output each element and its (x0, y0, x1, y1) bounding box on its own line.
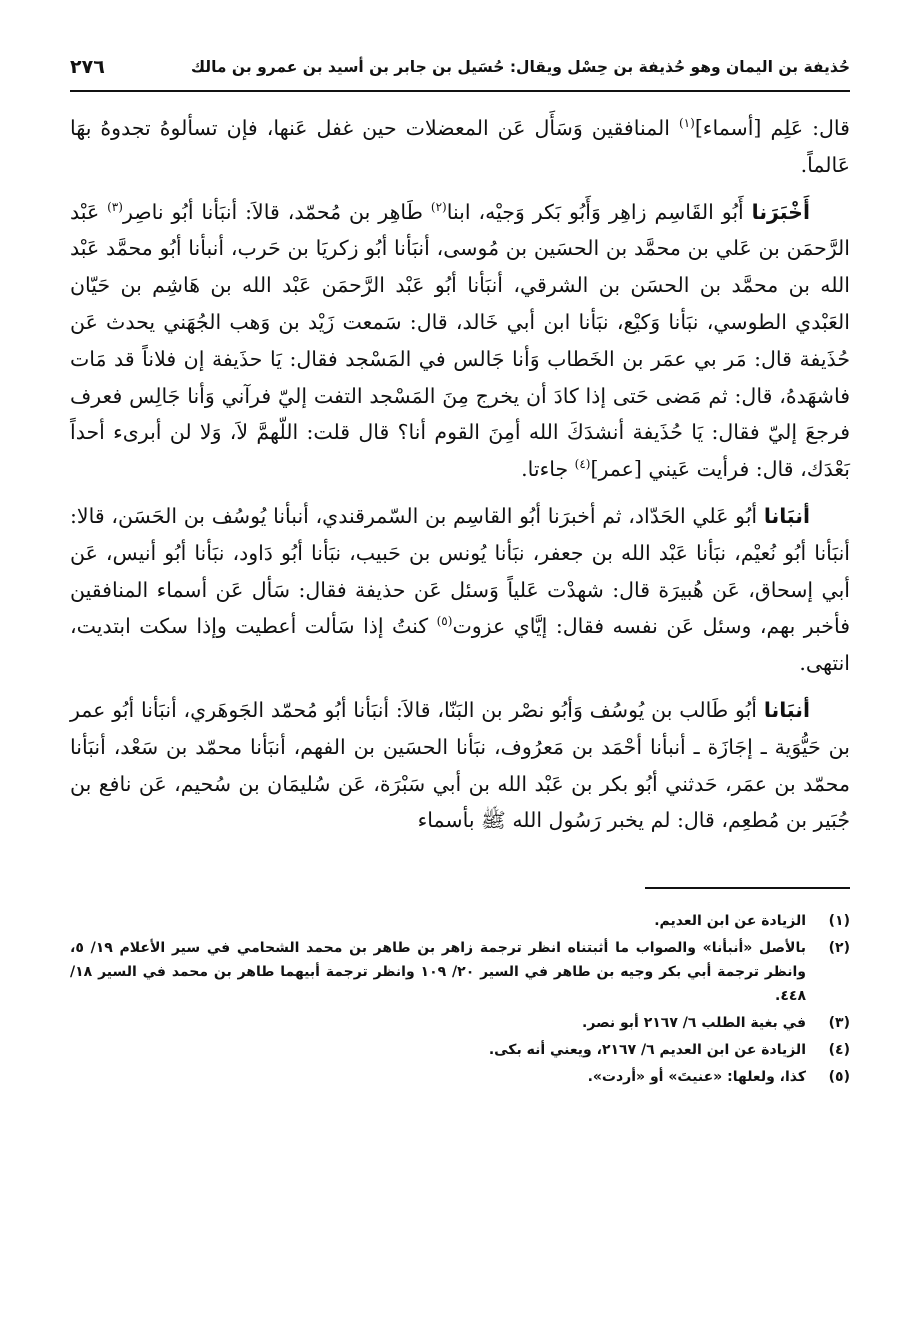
footnote-ref-2: (٢) (430, 199, 447, 214)
book-page (70, 50, 850, 1290)
footnote-number: (٥) (828, 1069, 850, 1086)
footnote-divider (645, 887, 850, 889)
footnote-number: (١) (828, 913, 850, 930)
footnote-5 (70, 1065, 850, 1089)
paragraph-4: أنبَانا أبُو طَالب بن يُوسُف وَأبُو نصْر بن البَنّا، قالاَ: أنبَأنا أبُو مُحمّد الجَوهَري، أنبَأنا أبُو عمر بن حَيُّوَية ـ إجَازَة ـ أنبأنا أحْمَد بن مَعرُوف، نبَأنا الحسَين بن الفهم، أنبَأنا محمّد بن سَعْد، أنبَأنا محمّد بن عمَر، حَدثني أبُو بكر بن عَبْد الله بن أبي سَبْرَة، عَن سُليمَان بن سُحيم، عَن نافع بن جُبَير بن مُطعِم، قال: لم يخبر رَسُول الله ﷺ بأسماء (70, 697, 850, 833)
footnote-text: الزيادة عن ابن العديم. (654, 913, 806, 930)
footnote-ref-4: (٤) (574, 457, 591, 472)
page-number: ٢٧٦ (70, 56, 105, 78)
footnotes (70, 909, 850, 1089)
paragraph-lead-word: أنبَانا (763, 697, 810, 722)
footnote-number: (٣) (828, 1015, 850, 1032)
paragraph-2: أَخْبَرَنا أَبُو القَاسِم زاهِر وَأَبُو بَكر وَجيْه، ابنا$^{(٢)}$ طَاهِر بن مُحمّد، قالاَ: أنبَأنا أبُو ناصِر$^{(٣)}$ عَبْد الرَّحمَن بن عَلي بن محمَّد بن الحسَين بن مُوسى، أنبَأنا أبُو زكريَا بن حَرب، أنبأنا أبُو محمَّد عَبْد الله بن محمَّد بن الحسَن بن الشرقي، أنبَأنا أبُو عَبْد الرَّحمَن عَبْد الله بن هَاشِم بن حَيّان العَبْدي الطوسي، نبَأنا وَكيْع، نبَأنا ابن أبي خَالد، قال: سَمعت زَيْد بن وَهب الجُهَني يحدث عَن حُذَيفة قال: مَر بي عمَر بن الخَطاب وَأنا جَالس في المَسْجد فقال: يَا حذَيفة إن فلاناً قد مَات فاشهَدهُ، قال: ثم مَضى حَتى إذا كادَ أن يخرج مِنَ المَسْجد التفت إليّ فرآني وَأنا جَالِس فعرف فرجعَ إليّ فقال: يَا حُذَيفة أنشدَكَ الله أمِنَ القوم أنا؟ قال قلت: اللّهمَّ لاَ، وَلا لن أبرىء أحداً بَعْدَك، قال: فرأيت عَيني [عمر]$^{(٤)}$ جاءتا. (70, 199, 850, 482)
footnote-text: الزيادة عن ابن العديم ٦/ ٢١٦٧، ويعني أنه بكى. (488, 1042, 806, 1059)
footnote-3 (70, 1011, 850, 1035)
footnote-number: (٢) (828, 940, 850, 957)
footnote-ref-1: (١) (678, 116, 695, 131)
paragraph-lead-word: أَخْبَرَنا (751, 199, 810, 224)
footnote-text: في بغية الطلب ٦/ ٢١٦٧ أبو نصر. (582, 1015, 806, 1032)
footnote-ref-3: (٣) (107, 199, 123, 214)
header-title: حُذيفة بن اليمان وهو حُذيفة بن حِسْل ويقال: حُسَيل بن جابر بن أسيد بن عمرو بن مالك (190, 58, 850, 76)
footnote-1 (70, 909, 850, 933)
main-text (70, 110, 850, 839)
footnote-text: كذا، ولعلها: «عنيتَ» أو «أردت». (587, 1069, 806, 1086)
paragraph-3: أنبَانا أبُو عَلي الحَدّاد، ثم أخبرَنا أبُو القاسِم بن السّمرقندي، أنبأنا يُوسُف بن الحَسَن، قالا: أنبَأنا أبُو نُعيْم، نبَأنا عَبْد الله بن جعفر، نبَأنا يُونس بن حَبيب، نبَأنا أبُو دَاود، نبَأنا أبُو أنيس، عَن أبي إسحاق، عَن هُبيرَة قال: شهدْت عَلياً وَسئل عَن حذيفة فقال: سَأل عَن أسماء المنافقين فأخبر بهم، وسئل عَن نفسه فقال: إيَّاي عزوت$^{(٥)}$ كنتُ إذا سَألت أعطيت وإذا سكت ابتديت، انتهى. (70, 503, 850, 676)
footnote-4 (70, 1038, 850, 1062)
footnote-ref-5: (٥) (436, 614, 453, 629)
footnote-2 (70, 936, 850, 1008)
footnote-number: (٤) (828, 1042, 850, 1059)
paragraph-lead-word: أنبَانا (763, 503, 810, 528)
footnote-text: بالأصل «أنبأنا» والصواب ما أثبتناه انظر ترجمة زاهر بن طاهر بن محمد الشحامي في سير الأعلام ١٩/ ٥، وانظر ترجمة أبي بكر وجيه بن طاهر في السير ٢٠/ ١٠٩ وانظر ترجمة أبيهما طاهر بن محمد في السير ١٨/ ٤٤٨. (70, 940, 807, 1005)
running-header (70, 50, 850, 92)
paragraph-1: قال: عَلِم [أسماء]$^{(١)}$ المنافقين وَسَأَل عَن المعضلات حين غفل عَنها، فإن تسألوهُ تجدوهُ بهَا عَالماً. (70, 116, 850, 177)
